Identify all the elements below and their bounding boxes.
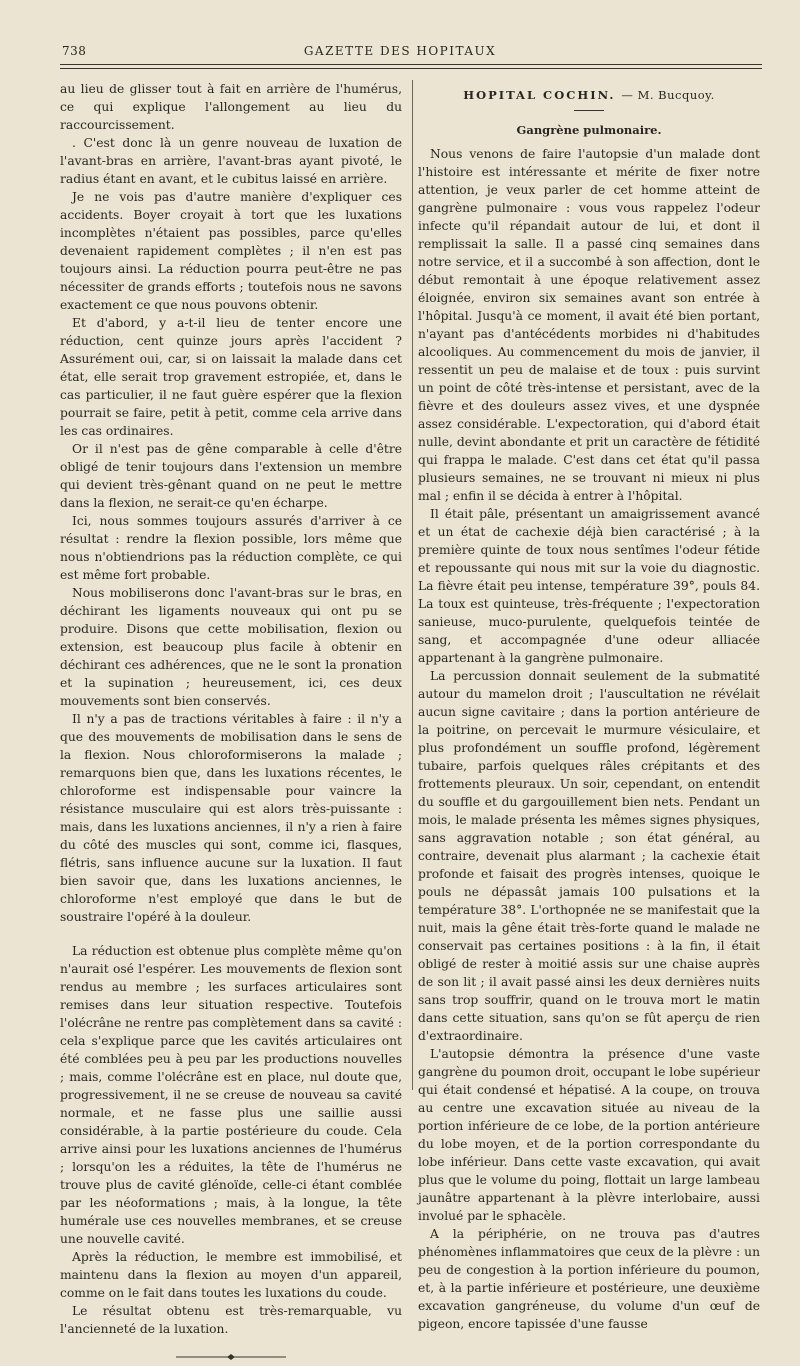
paragraph: Ici, nous sommes toujours assurés d'arriver à ce résultat : rendre la flexion possible, lors même que nous n'obtiendrions pas la réduction complète, ce qui est même fort probable. (60, 514, 402, 582)
column-divider (412, 80, 413, 1090)
paragraph: Le résultat obtenu est très-remarquable, vu l'ancienneté de la luxation. (60, 1304, 402, 1336)
paragraph: Nous venons de faire l'autopsie d'un malade dont l'histoire est intéressante et mérite de fixer notre attention, je veux parler de cet homme atteint de gangrène pulmonaire : vous vous rappelez l'odeur infecte qu'il répandait autour de lui, et dont il remplissait la salle. Il a passé cinq semaines dans notre service, et il a succombé à son affection, dont le début remontait à une époque relativement assez éloignée, environ six semaines avant son entrée à l'hôpital. Jusqu'à ce moment, il avait été bien portant, n'ayant pas d'antécédents morbides ni d'habitudes alcooliques. Au commencement du mois de janvier, il ressentit un peu de malaise et de toux : puis survint un point de côté très-intense et persistant, avec de la fièvre et des douleurs assez vives, et une dyspnée assez considérable. L'expectoration, qui d'abord était nulle, devint abondante et prit un caractère de fétidité qui frappa le malade. C'est dans cet état qu'il passa plusieurs semaines, ne se trouvant ni mieux ni plus mal ; enfin il se décida à entrer à l'hôpital. (418, 147, 760, 503)
paragraph: A la périphérie, on ne trouva pas d'autres phénomènes inflammatoires que ceux de la plèvre : un peu de congestion à la portion inférieure du poumon, et, à la partie inférieure et postérieure, une deuxième excavation gangréneuse, du volume d'un œuf de pigeon, encore tapissée d'une fausse (418, 1227, 760, 1331)
left-column (60, 80, 402, 1366)
paragraph: Il était pâle, présentant un amaigrissement avancé et un état de cachexie déjà bien caractérisé ; à la première quinte de toux nous sentîmes l'odeur fétide et repoussante qui nous mit sur la voie du diagnostic. La fièvre était peu intense, température 39°, pouls 84. La toux est quinteuse, très-fréquente ; l'expectoration sanieuse, muco-purulente, quelquefois teintée de sang, et accompagnée d'une odeur alliacée appartenant à la gangrène pulmonaire. (418, 507, 760, 665)
hospital-heading (418, 86, 760, 104)
paragraph: . C'est donc là un genre nouveau de luxation de l'avant-bras en arrière, l'avant-bras ayant pivoté, le radius étant en avant, et le cubitus laissé en arrière. (60, 136, 402, 186)
paragraph: Il n'y a pas de tractions véritables à faire : il n'y a que des mouvements de mobilisation dans le sens de la flexion. Nous chloroformiserons la malade ; remarquons bien que, dans les luxations récentes, le chloroforme est indispensable pour vaincre la résistance musculaire qui est alors très-puissante : mais, dans les luxations anciennes, il n'y a rien à faire du côté des muscles qui sont, comme ici, flasques, flétris, sans influence aucune sur la luxation. Il faut bien savoir que, dans les luxations anciennes, le chloroforme n'est employé que dans le but de soustraire l'opéré à la douleur. (60, 712, 402, 924)
paragraph: Je ne vois pas d'autre manière d'expliquer ces accidents. Boyer croyait à tort que les luxations incomplètes n'étaient pas possibles, parce qu'elles devenaient rapidement complètes ; il n'en est pas toujours ainsi. La réduction pourra peut-être ne pas nécessiter de grands efforts ; toutefois nous ne savons exactement ce que nous pouvons obtenir. (60, 190, 402, 312)
paragraph: La réduction est obtenue plus complète même qu'on n'aurait osé l'espérer. Les mouvements de flexion sont rendus au membre ; les surfaces articulaires sont remises dans leur situation respective. Toutefois l'olécrâne ne rentre pas complètement dans sa cavité : cela s'explique parce que les cavités articulaires ont été comblées peu à peu par les productions nouvelles ; mais, comme l'olécrâne est en place, nul doute que, progressivement, il ne se creuse de nouveau sa cavité normale, et ne fasse plus une saillie aussi considérable, à la partie postérieure du coude. Cela arrive ainsi pour les luxations anciennes de l'humérus ; lorsqu'on les a réduites, la tête de l'humérus ne trouve plus de cavité glénoïde, celle-ci étant comblée par les néoformations ; mais, à la longue, la tête humérale use ces nouvelles membranes, et se creuse une nouvelle cavité. (60, 944, 402, 1246)
page-number: 738 (62, 44, 87, 58)
paragraph: Nous mobiliserons donc l'avant-bras sur le bras, en déchirant les ligaments nouveaux qui ont pu se produire. Disons que cette mobilisation, flexion ou extension, est beaucoup plus facile à obtenir en déchirant ces adhérences, que ne le sont la pronation et la supination ; heureusement, ici, ces deux mouvements sont bien conservés. (60, 586, 402, 708)
section-title: Gangrène pulmonaire. (516, 123, 662, 137)
header-rule-thin (60, 68, 762, 69)
paragraph: au lieu de glisser tout à fait en arrière de l'humérus, ce qui explique l'allongement au lieu du raccourcissement. (60, 82, 402, 132)
hospital-name: HOPITAL COCHIN. (463, 88, 616, 102)
paragraph: Or il n'est pas de gêne comparable à celle d'être obligé de tenir toujours dans l'extension un membre qui devient très-gênant quand on ne peut le mettre dans la flexion, ne serait-ce qu'en écharpe. (60, 442, 402, 510)
right-column (418, 80, 760, 1333)
running-title: GAZETTE DES HOPITAUX (303, 44, 497, 58)
hospital-doctor: — M. Bucquoy. (621, 88, 715, 102)
ornament-rule-icon (176, 1353, 286, 1361)
section-rule (574, 110, 604, 111)
paragraph: Et d'abord, y a-t-il lieu de tenter encore une réduction, cent quinze jours après l'accident ? Assurément oui, car, si on laissait la malade dans cet état, elle serait trop gravement estropiée, et, dans le cas particulier, il ne faut guère espérer que la flexion pourrait se faire, petit à petit, comme cela arrive dans les cas ordinaires. (60, 316, 402, 438)
paragraph: L'autopsie démontra la présence d'une vaste gangrène du poumon droit, occupant le lobe supérieur qui était condensé et hépatisé. A la coupe, on trouva au centre une excavation située au niveau de la portion inférieure de ce lobe, de la portion antérieure du lobe moyen, et de la portion correspondante du lobe inférieur. Dans cette vaste excavation, qui avait plus que le volume du poing, flottait un large lambeau jaunâtre appartenant à la plèvre interlobaire, aussi involué par le sphacèle. (418, 1047, 760, 1223)
header-rule-thick (60, 64, 762, 65)
paragraph: La percussion donnait seulement de la submatité autour du mamelon droit ; l'auscultation ne révélait aucun signe cavitaire ; dans la portion antérieure de la poitrine, on percevait le murmure vésiculaire, et plus profondément un souffle profond, légèrement tubaire, parfois quelques râles crépitants et des frottements pleuraux. Un soir, cependant, on entendit du souffle et du gargouillement bien nets. Pendant un mois, le malade présenta les mêmes signes physiques, sans aggravation notable ; son état général, au contraire, devenait plus alarmant ; la cachexie était profonde et faisait des progrès intenses, quoique le pouls ne dépassât jamais 100 pulsations et la température 38°. L'orthopnée ne se manifestait que la nuit, mais la gêne était très-forte quand le malade ne conservait pas certaines positions : à la fin, il était obligé de rester à moitié assis sur une chaise auprès de son lit ; il avait passé ainsi les deux dernières nuits sans trop souffrir, quand on le trouva mort le matin dans cette situation, sans qu'on se fût aperçu de rien d'extraordinaire. (418, 669, 760, 1043)
end-ornament (60, 1348, 402, 1366)
paragraph: Après la réduction, le membre est immobilisé, et maintenu dans la flexion au moyen d'un appareil, comme on le fait dans toutes les luxations du coude. (60, 1250, 402, 1300)
